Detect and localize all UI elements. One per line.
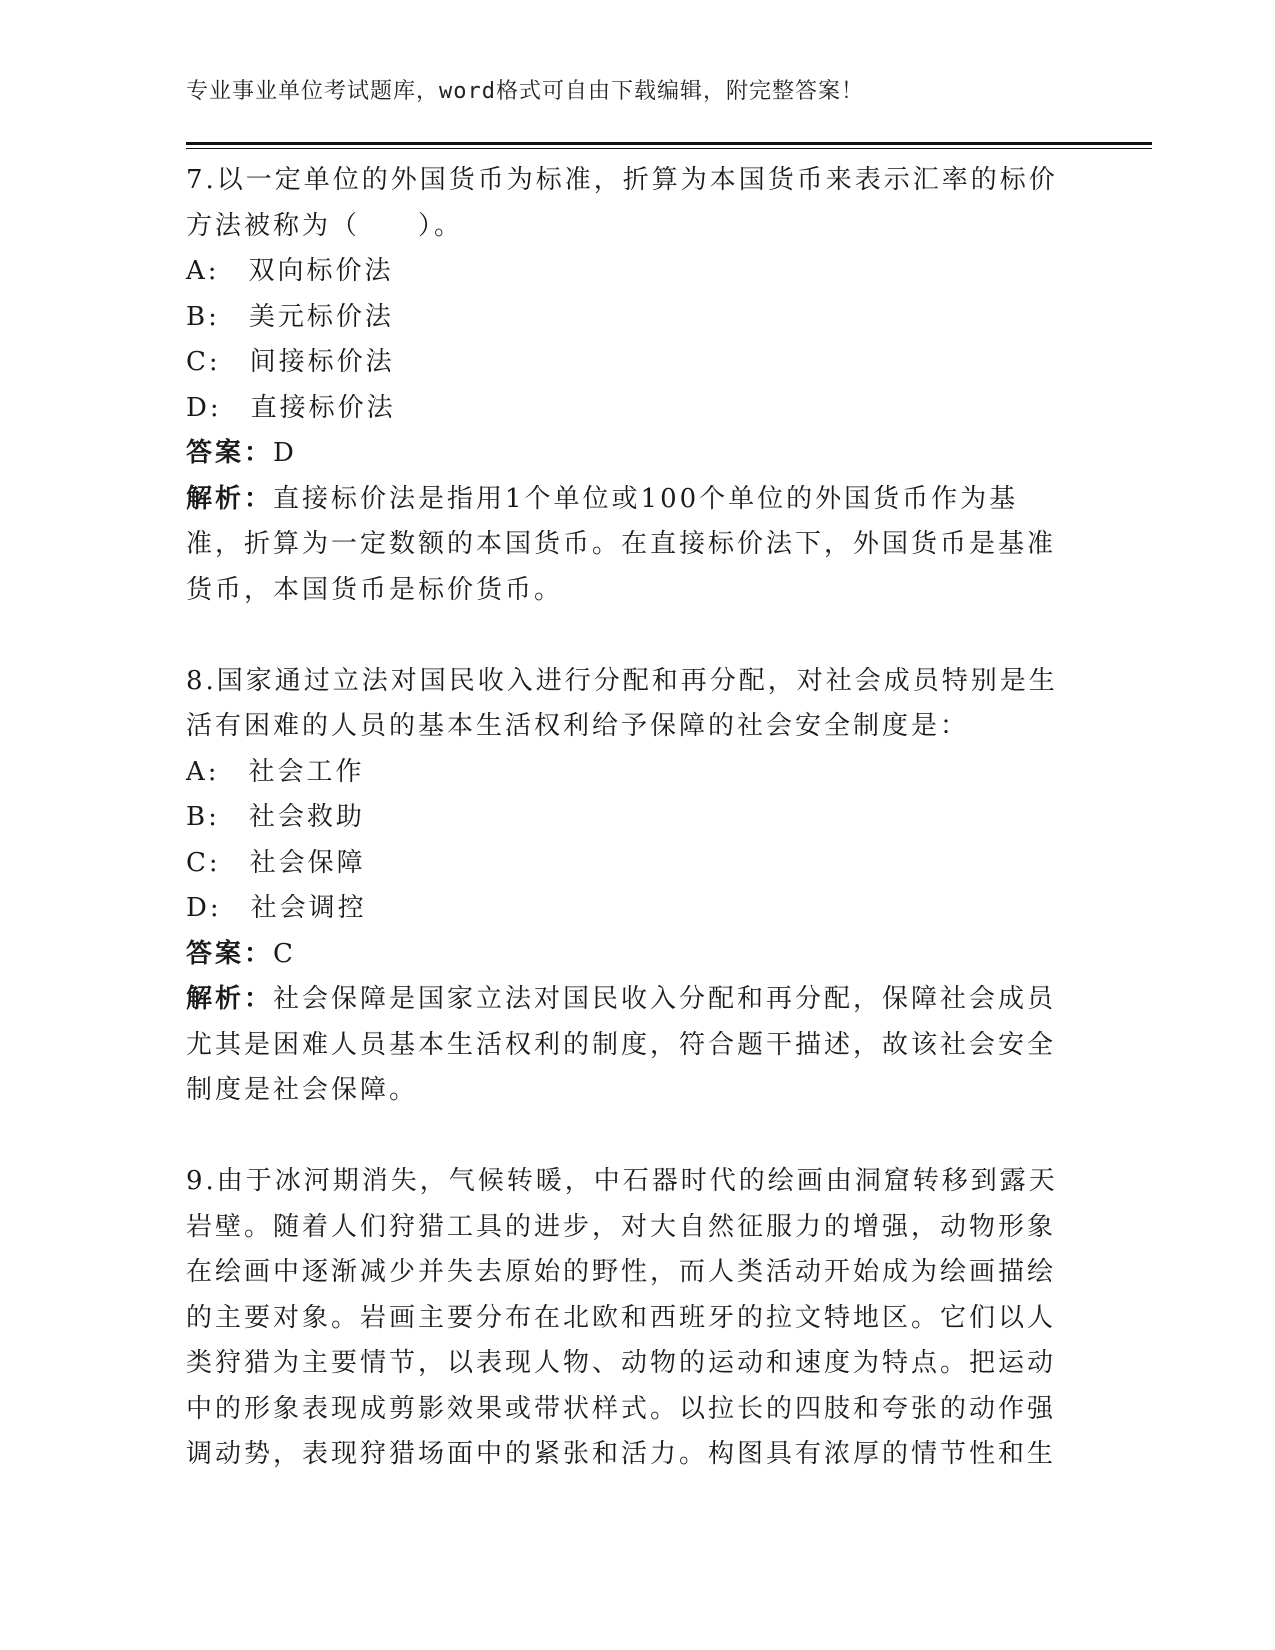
answer-line xyxy=(186,431,1066,477)
header-rule-thick xyxy=(186,142,1152,145)
header-rule-thin xyxy=(186,148,1152,149)
option-b: B: 社会救助 xyxy=(186,802,365,832)
question-stem: 7.以一定单位的外国货币为标准，折算为本国货币来表示汇率的标价方法被称为（ ）。 xyxy=(186,165,1058,241)
answer-label: 答案： xyxy=(186,938,274,969)
answer-label: 答案： xyxy=(186,438,274,468)
question-9 xyxy=(186,1159,1066,1478)
page-header: 专业事业单位考试题库，word格式可自由下载编辑，附完整答案！ xyxy=(186,79,864,104)
analysis-text: 社会保障是国家立法对国民收入分配和再分配，保障社会成员尤其是困难人员基本生活权利的制度，符合题干描述，故该社会安全制度是社会保障。 xyxy=(186,984,1057,1105)
analysis-label: 解析： xyxy=(186,483,274,514)
answer-value: D xyxy=(273,438,297,468)
question-stem: 9.由于冰河期消失，气候转暖，中石器时代的绘画由洞窟转移到露天岩壁。随着人们狩猎工具的进步，对大自然征服力的增强，动物形象在绘画中逐渐减少并失去原始的野性，而人类活动开始成为绘画描绘的主要对象。岩画主要分布在北欧和西班牙的拉文特地区。它们以人类狩猎为主要情节，以表现人物、动物的运动和速度为特点。把运动中的形象表现成剪影效果或带状样式。以拉长的四肢和夸张的动作强调动势，表现狩猎场面中的紧张和活力。构图具有浓厚的情节性和生 xyxy=(186,1166,1058,1469)
question-8 xyxy=(186,659,1066,1114)
analysis-text: 直接标价法是指用1个单位或100个单位的外国货币作为基准，折算为一定数额的本国货币。在直接标价法下，外国货币是基准货币，本国货币是标价货币。 xyxy=(186,483,1057,605)
option-c: C: 社会保障 xyxy=(186,847,366,878)
option-b: B: 美元标价法 xyxy=(186,301,394,332)
analysis-line xyxy=(186,977,1066,1114)
answer-line xyxy=(186,932,1066,978)
analysis-line xyxy=(186,477,1066,614)
option-d: D: 社会调控 xyxy=(186,893,367,923)
question-7 xyxy=(186,158,1066,613)
option-c: C: 间接标价法 xyxy=(186,347,395,377)
answer-value: C xyxy=(273,938,296,969)
question-stem: 8.国家通过立法对国民收入进行分配和再分配，对社会成员特别是生活有困难的人员的基本生活权利给予保障的社会安全制度是： xyxy=(186,665,1058,741)
option-d: D: 直接标价法 xyxy=(186,392,396,423)
analysis-label: 解析： xyxy=(186,984,274,1014)
document-body xyxy=(186,158,1066,1523)
option-a: A: 双向标价法 xyxy=(186,256,394,286)
option-a: A: 社会工作 xyxy=(186,756,365,787)
